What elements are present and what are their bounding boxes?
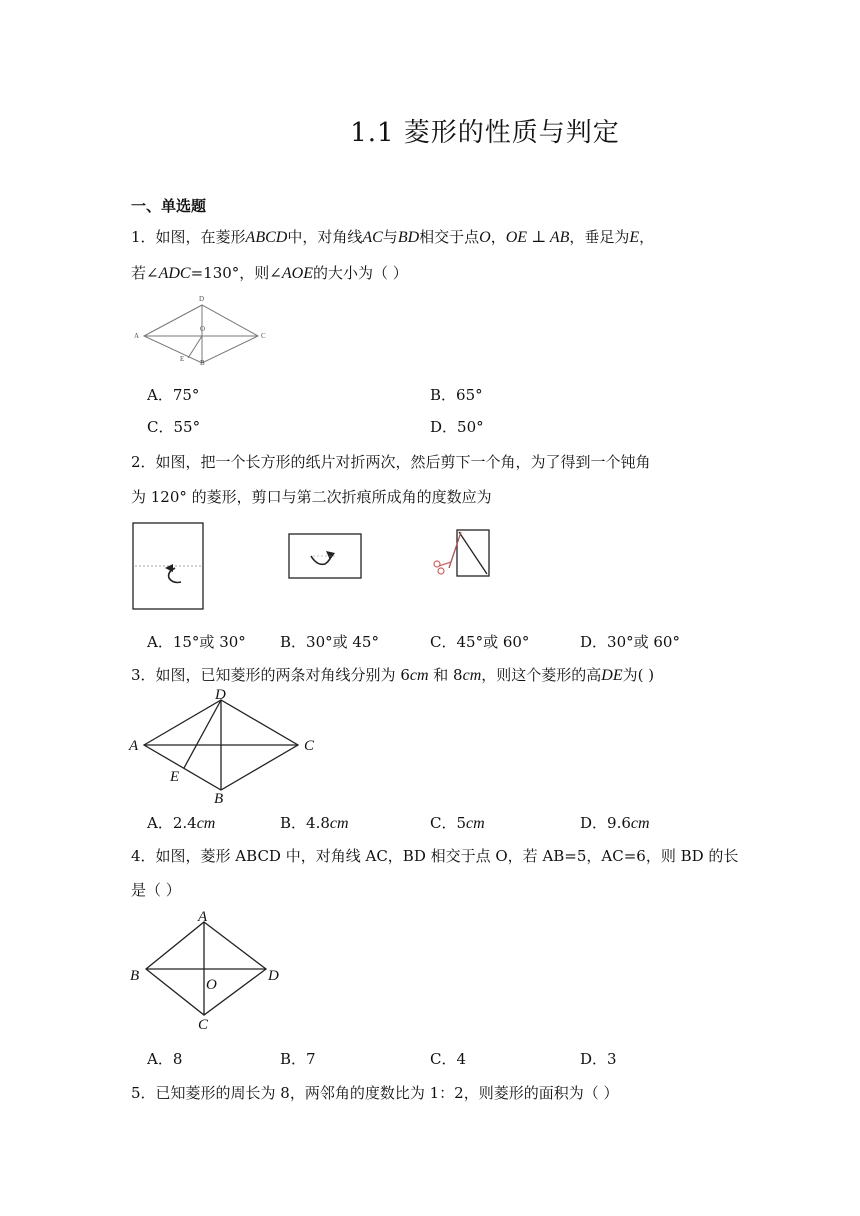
option-number: B．4.8 xyxy=(280,814,330,832)
q2-line-1: 2．如图，把一个长方形的纸片对折两次，然后剪下一个角，为了得到一个钝角 xyxy=(131,453,651,471)
q1-text: ，垂足为 xyxy=(569,228,630,246)
option-number: A．2.4 xyxy=(147,814,197,832)
fig-label: B xyxy=(130,968,140,984)
q1-text: 1．如图，在菱形 xyxy=(131,228,246,246)
fig-label: E xyxy=(180,355,185,363)
fig-label: O xyxy=(200,325,206,333)
q3-option-b[interactable] xyxy=(280,812,349,833)
option-number: D．9.6 xyxy=(580,814,631,832)
fig-label: O xyxy=(206,977,217,993)
q3-text: ，则这个菱形的高 xyxy=(481,666,602,684)
q2-folding-figure xyxy=(131,520,511,615)
q1-option-d[interactable]: D．50° xyxy=(430,418,484,436)
q4-option-b[interactable]: B．7 xyxy=(280,1050,316,1068)
q4-rhombus-figure xyxy=(126,908,286,1033)
fig-label: A xyxy=(129,738,139,754)
q3-unit: cm xyxy=(409,667,429,684)
q1-text: 与 xyxy=(382,228,398,246)
section-heading: 一、单选题 xyxy=(131,197,207,215)
q2-option-c[interactable]: C．45°或 60° xyxy=(430,633,530,651)
q2-option-b[interactable]: B．30°或 45° xyxy=(280,633,379,651)
fig-label: C xyxy=(198,1017,209,1033)
q1-text: 若∠ xyxy=(131,264,159,282)
fig-label: A xyxy=(134,332,140,340)
fig-label: D xyxy=(268,968,279,984)
fig-label: E xyxy=(170,769,180,785)
option-unit: cm xyxy=(196,815,216,832)
q4-option-a[interactable]: A．8 xyxy=(147,1050,183,1068)
q3-line xyxy=(131,664,654,685)
page-title: 1.1 菱形的性质与判定 xyxy=(350,118,620,148)
q1-text: ， xyxy=(490,228,506,246)
q2-option-a[interactable]: A．15°或 30° xyxy=(147,633,246,651)
q1-line-2 xyxy=(131,262,408,283)
q1-var: O xyxy=(479,229,491,246)
fig-label: D xyxy=(215,687,226,703)
q3-text: 为( ) xyxy=(622,666,655,684)
q1-text: ， xyxy=(639,228,655,246)
fig-label: B xyxy=(200,359,205,366)
q1-var: E xyxy=(629,229,640,246)
q1-var: ADC xyxy=(158,265,191,282)
fig-label: D xyxy=(199,295,205,303)
q1-var: AC xyxy=(362,229,383,246)
q1-text: 的大小为（ ） xyxy=(312,264,408,282)
q1-rhombus-figure xyxy=(132,294,267,366)
option-unit: cm xyxy=(630,815,650,832)
q4-option-d[interactable]: D．3 xyxy=(580,1050,617,1068)
q1-text: 中，对角线 xyxy=(287,228,363,246)
q3-unit: cm xyxy=(462,667,482,684)
q4-option-c[interactable]: C．4 xyxy=(430,1050,467,1068)
q1-line-1 xyxy=(131,226,654,247)
fig-label: A xyxy=(198,909,208,925)
q3-var: DE xyxy=(601,667,623,684)
fig-label: C xyxy=(261,332,266,340)
q1-var: AOE xyxy=(281,265,313,282)
q2-option-d[interactable]: D．30°或 60° xyxy=(580,633,680,651)
q1-text: 相交于点 xyxy=(419,228,480,246)
q1-var: OE ⊥ AB xyxy=(505,229,570,246)
q1-option-c[interactable]: C．55° xyxy=(147,418,201,436)
q4-line-1: 4．如图，菱形 ABCD 中，对角线 AC，BD 相交于点 O，若 AB=5，AC=6，则 BD 的长 xyxy=(131,847,739,865)
option-unit: cm xyxy=(466,815,485,832)
q3-option-d[interactable] xyxy=(580,812,650,833)
q1-option-a[interactable]: A．75° xyxy=(147,386,200,404)
option-unit: cm xyxy=(329,815,349,832)
q3-option-c[interactable] xyxy=(430,812,485,833)
q1-option-b[interactable]: B．65° xyxy=(430,386,483,404)
q3-text: 和 8 xyxy=(428,666,463,684)
q4-line-2: 是（ ） xyxy=(131,881,181,899)
scissors-icon xyxy=(434,561,451,574)
q3-option-a[interactable] xyxy=(147,812,215,833)
q3-text: 3．如图，已知菱形的两条对角线分别为 6 xyxy=(131,666,410,684)
q3-rhombus-figure xyxy=(126,686,326,806)
fig-label: C xyxy=(304,738,315,754)
q2-line-2: 为 120° 的菱形，剪口与第二次折痕所成角的度数应为 xyxy=(131,488,492,506)
q5-line-1: 5．已知菱形的周长为 8，两邻角的度数比为 1：2，则菱形的面积为（ ） xyxy=(131,1084,619,1102)
option-number: C．5 xyxy=(430,814,467,832)
fig-label: B xyxy=(214,791,224,806)
q1-var: ABCD xyxy=(245,229,288,246)
q1-text: =130°，则∠ xyxy=(190,264,282,282)
q1-var: BD xyxy=(397,229,420,246)
